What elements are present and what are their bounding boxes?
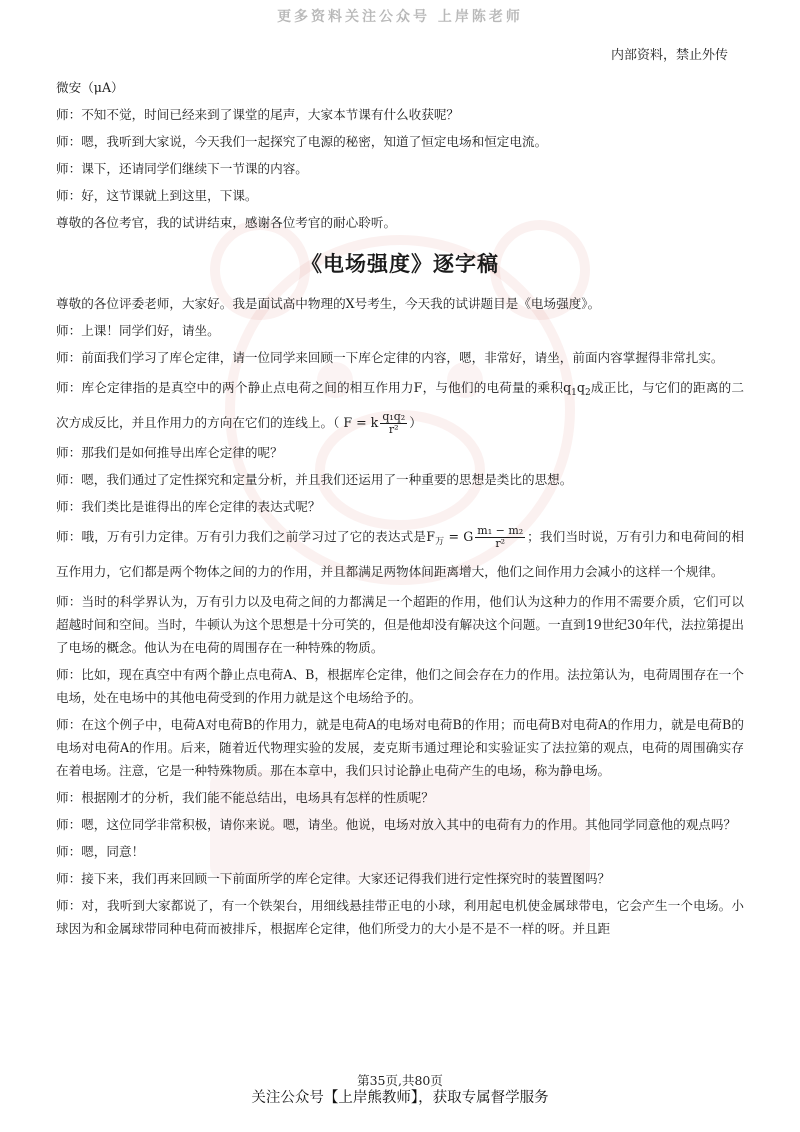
gravity-text-before: 师：哦，万有引力定律。万有引力我们之前学习过了它的表达式是 [56, 529, 427, 544]
paragraph-gravity [56, 522, 744, 586]
gravity-formula-subscript: 万 [434, 537, 445, 547]
paragraph-derive: 师：那我们是如何推导出库仑定律的呢？ [56, 445, 283, 460]
footer-promo: 关注公众号【上岸熊教师】，获取专属督学服务 [251, 1090, 549, 1106]
prev-line-6: 尊敬的各位考官，我的试讲结束，感谢各位考官的耐心聆听。 [56, 215, 397, 230]
paragraph-review-coulomb: 师：接下来，我们再来回顾一下前面所学的库仑定律。大家还记得我们进行定性探究时的装置图吗？ [56, 871, 611, 886]
coulomb-formula-fraction [380, 411, 407, 436]
gravity-text-after: ；我们当时说，万有引力和电荷间的相互作用力，它们都是两个物体之间的力的作用，并且都满足两物体间距离增大，他们之间作用力会减小的这样一个规律。 [56, 529, 744, 579]
q1-symbol: q [563, 380, 572, 395]
coulomb-formula-close: ） [409, 415, 422, 430]
paragraph-greeting: 师：上课！同学们好，请坐。 [56, 323, 220, 338]
paragraph-intro: 尊敬的各位评委老师，大家好。我是面试高中物理的X号考生，今天我的试讲题目是《电场强度》。 [56, 296, 601, 311]
section-title: 《电场强度》逐字稿 [301, 252, 499, 276]
gravity-formula-eq: = G [444, 529, 474, 544]
coulomb-formula-denominator: r² [388, 423, 399, 436]
paragraph-question: 师：根据刚才的分析，我们能不能总结出，电场具有怎样的性质呢？ [56, 790, 434, 805]
gravity-formula-denominator: r² [495, 537, 506, 550]
paragraph-analogy: 师：我们类比是谁得出的库仑定律的表达式呢？ [56, 499, 321, 514]
paragraph-agree: 师：嗯，同意！ [56, 844, 145, 859]
prev-line-3: 师：嗯，我听到大家说，今天我们一起探究了电源的秘密，知道了恒定电场和恒定电流。 [56, 134, 548, 149]
gravity-formula-fraction [475, 525, 525, 550]
page-number: 第35页,共80页 [357, 1073, 443, 1088]
document-body [56, 76, 744, 944]
prev-line-5: 师：好，这节课就上到这里，下课。 [56, 188, 258, 203]
paragraph-coulomb [56, 373, 744, 437]
prev-line-2: 师：不知不觉，时间已经来到了课堂的尾声，大家本节课有什么收获呢？ [56, 107, 459, 122]
paragraph-faraday: 师：比如，现在真空中有两个静止点电荷A、B，根据库仑定律，他们之间会存在力的作用。法拉第认为，电荷周围存在一个电场，处在电场中的其他电荷受到的作用力就是这个电场给予的。 [56, 667, 744, 705]
paragraph-analysis: 师：嗯，我们通过了定性探究和定量分析，并且我们还运用了一种重要的思想是类比的思想。 [56, 472, 573, 487]
coulomb-formula-numerator: q₁q₂ [382, 410, 406, 423]
coulomb-text-before: 师：库仑定律指的是真空中的两个静止点电荷之间的相互作用力F，与他们的电荷量的乘积 [56, 380, 564, 395]
coulomb-formula-lhs: F = k [343, 415, 379, 430]
coulomb-text-after: 成正比，与它们的距离的二次方成反比，并且作用力的方向在它们的连线上。（ [56, 380, 744, 430]
gravity-formula-F: F [426, 529, 435, 544]
q2-symbol: q [576, 380, 585, 395]
paragraph-example: 师：在这个例子中，电荷A对电荷B的作用力，就是电荷A的电场对电荷B的作用；而电荷B对电荷A的作用力，就是电荷B的电场对电荷A的作用。后来，随着近代物理实验的发展，麦克斯韦通过理论和实验证实了法拉第的观点，电荷的周围确实存在着电场。注意，它是一种特殊物质。那在本章中，我们只讨论静止电荷产生的电场，称为静电场。 [56, 717, 744, 778]
gravity-formula-numerator: m₁ − m₂ [477, 524, 524, 537]
prev-line-4: 师：课下，还请同学们继续下一节课的内容。 [56, 161, 308, 176]
q1-subscript: 1 [571, 388, 577, 398]
paragraph-review: 师：前面我们学习了库仑定律，请一位同学来回顾一下库仑定律的内容，嗯，非常好，请坐，前面内容掌握得非常扎实。 [56, 350, 724, 365]
paragraph-action-at-distance: 师：当时的科学界认为，万有引力以及电荷之间的力都满足一个超距的作用，他们认为这种力的作用不需要介质，它们可以超越时间和空间。当时，牛顿认为这个思想是十分可笑的，但是他却没有解决这个问题。一直到19世纪30年代，法拉第提出了电场的概念。他认为在电荷的周围存在一种特殊的物质。 [56, 594, 744, 655]
paragraph-student-answer: 师：嗯，这位同学非常积极，请你来说。嗯，请坐。他说，电场对放入其中的电荷有力的作用。其他同学同意他的观点吗？ [56, 817, 737, 832]
q2-subscript: 2 [584, 388, 591, 398]
prev-line-1: 微安（μA） [56, 80, 124, 95]
header-banner: 更多资料关注公众号 上岸陈老师 [277, 9, 523, 25]
paragraph-apparatus: 师：对，我听到大家都说了，有一个铁架台，用细线悬挂带正电的小球，利用起电机使金属球带电，它会产生一个电场。小球因为和金属球带同种电荷而被排斥，根据库仑定律，他们所受力的大小是不是不一样的呀。并且距 [56, 898, 744, 936]
confidential-note: 内部资料，禁止外传 [610, 48, 728, 63]
